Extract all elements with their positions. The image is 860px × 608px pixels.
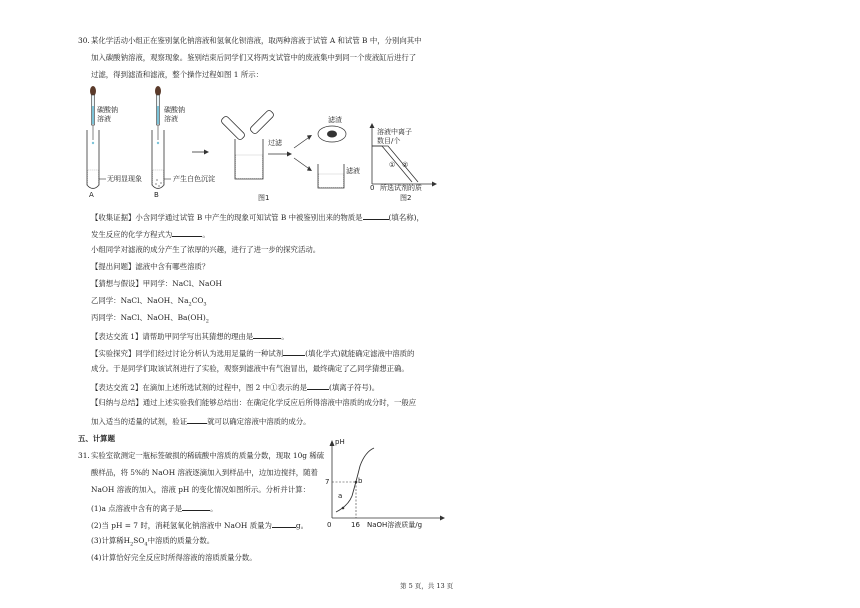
answer-blank[interactable] bbox=[363, 211, 389, 220]
section-heading-calculation: 五、计算题 bbox=[78, 434, 115, 443]
q30-line-result: 成分。于是同学们取该试剂进行了实验，观察到滤液中有气泡冒出，最终确定了乙同学猜想正确。 bbox=[91, 364, 409, 373]
filter-label: 过滤 bbox=[268, 139, 282, 147]
figure-2-curve-2-label: ② bbox=[402, 161, 409, 169]
figure-2-caption: 图2 bbox=[400, 194, 412, 202]
figure-2-curve-1-label: ① bbox=[389, 161, 396, 169]
answer-blank[interactable] bbox=[307, 381, 329, 390]
q30-line-hypothesis-yi: 乙同学：NaCl、NaOH、$Na_2CO_3$ bbox=[91, 296, 207, 308]
q31-subquestion-2: (2)当 pH = 7 时，消耗氢氧化钠溶液中 NaOH 质量为 g。 bbox=[91, 521, 308, 530]
filtrate-branch bbox=[294, 158, 344, 188]
test-tube-b bbox=[152, 130, 171, 189]
tube-a-reagent-line-1: 碳酸钠 bbox=[97, 106, 118, 114]
question-31-number: 31. bbox=[78, 451, 90, 460]
filter-arrow bbox=[268, 152, 292, 157]
q30-line-summary-1: 【归纳与总结】通过上述实验我们能够总结出：在确定化学反应后所得溶液中溶质的成分时，一般应 bbox=[91, 398, 417, 407]
test-tube-a bbox=[87, 130, 106, 189]
question-30-number: 30. bbox=[78, 36, 90, 45]
pouring-tubes bbox=[220, 109, 274, 140]
figure-2-xlabel: 所选试剂的质 bbox=[380, 184, 422, 192]
question-30-stem-line-1: 某化学活动小组正在鉴别氯化钠溶液和氢氧化钡溶液，取两种溶液于试管 A 和试管 B 中，分别向其中 bbox=[91, 36, 422, 45]
figure-2-ylabel-line-1: 溶液中离子 bbox=[377, 128, 412, 136]
q31-subquestion-1: (1)a 点溶液中含有的离子是 。 bbox=[91, 504, 218, 513]
answer-blank[interactable] bbox=[253, 330, 281, 339]
q31-subquestion-3: (3)计算稀$H_2SO_4$中溶质的质量分数。 bbox=[91, 536, 215, 548]
q30-line-experiment: 【实验探究】同学们经过讨论分析认为选用足量的一种试剂 (填化学式)就能确定滤液中溶质的 bbox=[91, 349, 415, 358]
ph-graph-origin: 0 bbox=[327, 521, 332, 529]
tube-a-dropper bbox=[90, 86, 96, 144]
tube-b-dropper bbox=[155, 86, 161, 144]
q31-line-1: 实验室欲测定一瓶标签破损的稀硫酸中溶质的质量分数，现取 10g 稀硫 bbox=[91, 451, 325, 460]
waste-beaker bbox=[235, 139, 263, 179]
ph-graph-xlabel: NaOH溶液质量/g bbox=[367, 521, 423, 529]
q30-line-hypothesis-jia: 【猜想与假设】甲同学：NaCl、NaOH bbox=[91, 279, 222, 288]
tube-b-reagent-line-1: 碳酸钠 bbox=[164, 106, 185, 114]
q30-line-exchange-2: 【表达交流 2】在滴加上述所选试剂的过程中，图 2 中①表示的是 (填离子符号)。 bbox=[91, 383, 380, 392]
ph-graph-point-b: b bbox=[358, 477, 363, 485]
residue-branch bbox=[294, 126, 346, 148]
figure-1-caption: 图1 bbox=[258, 194, 270, 202]
q30-line-collect-evidence: 【收集证据】小含同学通过试管 B 中产生的现象可知试管 B 中被鉴别出来的物质是 (填名称)， bbox=[91, 213, 424, 222]
q31-subquestion-4: (4)计算恰好完全反应时所得溶液的溶质质量分数。 bbox=[91, 553, 257, 562]
q30-line-interest: 小组同学对滤液的成分产生了浓厚的兴趣，进行了进一步的探究活动。 bbox=[91, 245, 321, 254]
ph-graph-x-tick-16: 16 bbox=[351, 521, 360, 529]
answer-blank[interactable] bbox=[182, 502, 210, 511]
tube-b-reagent-line-2: 溶液 bbox=[164, 115, 178, 123]
question-30-stem-line-3: 过滤，得到滤渣和滤液，整个操作过程如图 1 所示： bbox=[91, 70, 263, 79]
question-30-stem-line-2: 加入碳酸钠溶液，观察现象。鉴别结束后同学们又将两支试管中的废液集中到同一个废液缸后进行了 bbox=[91, 53, 417, 62]
q31-line-3: NaOH 溶液的加入，溶液 pH 的变化情况如图所示。分析并计算： bbox=[91, 485, 310, 494]
ph-graph-ylabel: pH bbox=[335, 438, 345, 446]
process-arrow-1 bbox=[192, 150, 209, 155]
ph-graph bbox=[318, 436, 448, 532]
answer-blank[interactable] bbox=[272, 519, 296, 528]
answer-blank[interactable] bbox=[187, 415, 207, 424]
q30-line-summary-2: 加入适当的适量的试剂，验证 就可以确定溶液中溶质的成分。 bbox=[91, 417, 311, 426]
tube-b-label: B bbox=[154, 191, 159, 199]
residue-label: 滤渣 bbox=[328, 116, 342, 124]
q30-line-exchange-1: 【表达交流 1】请帮助甲同学写出其猜想的理由是 。 bbox=[91, 332, 289, 341]
tube-a-observation: 无明显现象 bbox=[107, 175, 142, 183]
page-footer: 第 5 页，共 13 页 bbox=[400, 582, 454, 590]
answer-blank[interactable] bbox=[283, 347, 305, 356]
q30-line-question: 【提出问题】滤液中含有哪些溶质？ bbox=[91, 262, 210, 271]
tube-a-label: A bbox=[89, 191, 94, 199]
ph-graph-y-tick-7: 7 bbox=[325, 478, 330, 486]
ph-graph-point-a: a bbox=[338, 492, 343, 500]
filtrate-label: 滤液 bbox=[346, 167, 360, 175]
q30-line-hypothesis-bing: 丙同学：NaCl、NaOH、$Ba(OH)_2$ bbox=[91, 313, 209, 325]
figure-2-origin: 0 bbox=[370, 184, 375, 192]
answer-blank[interactable] bbox=[172, 228, 202, 237]
q30-line-equation: 发生反应的化学方程式为 。 bbox=[91, 230, 210, 239]
tube-a-reagent-line-2: 溶液 bbox=[97, 115, 111, 123]
tube-b-observation: 产生白色沉淀 bbox=[173, 175, 215, 183]
q31-line-2: 酸样品，将 5%的 NaOH 溶液逐滴加入到样品中，边加边搅拌，随着 bbox=[91, 468, 318, 477]
figure-2-ylabel-line-2: 数目/个 bbox=[377, 137, 401, 145]
